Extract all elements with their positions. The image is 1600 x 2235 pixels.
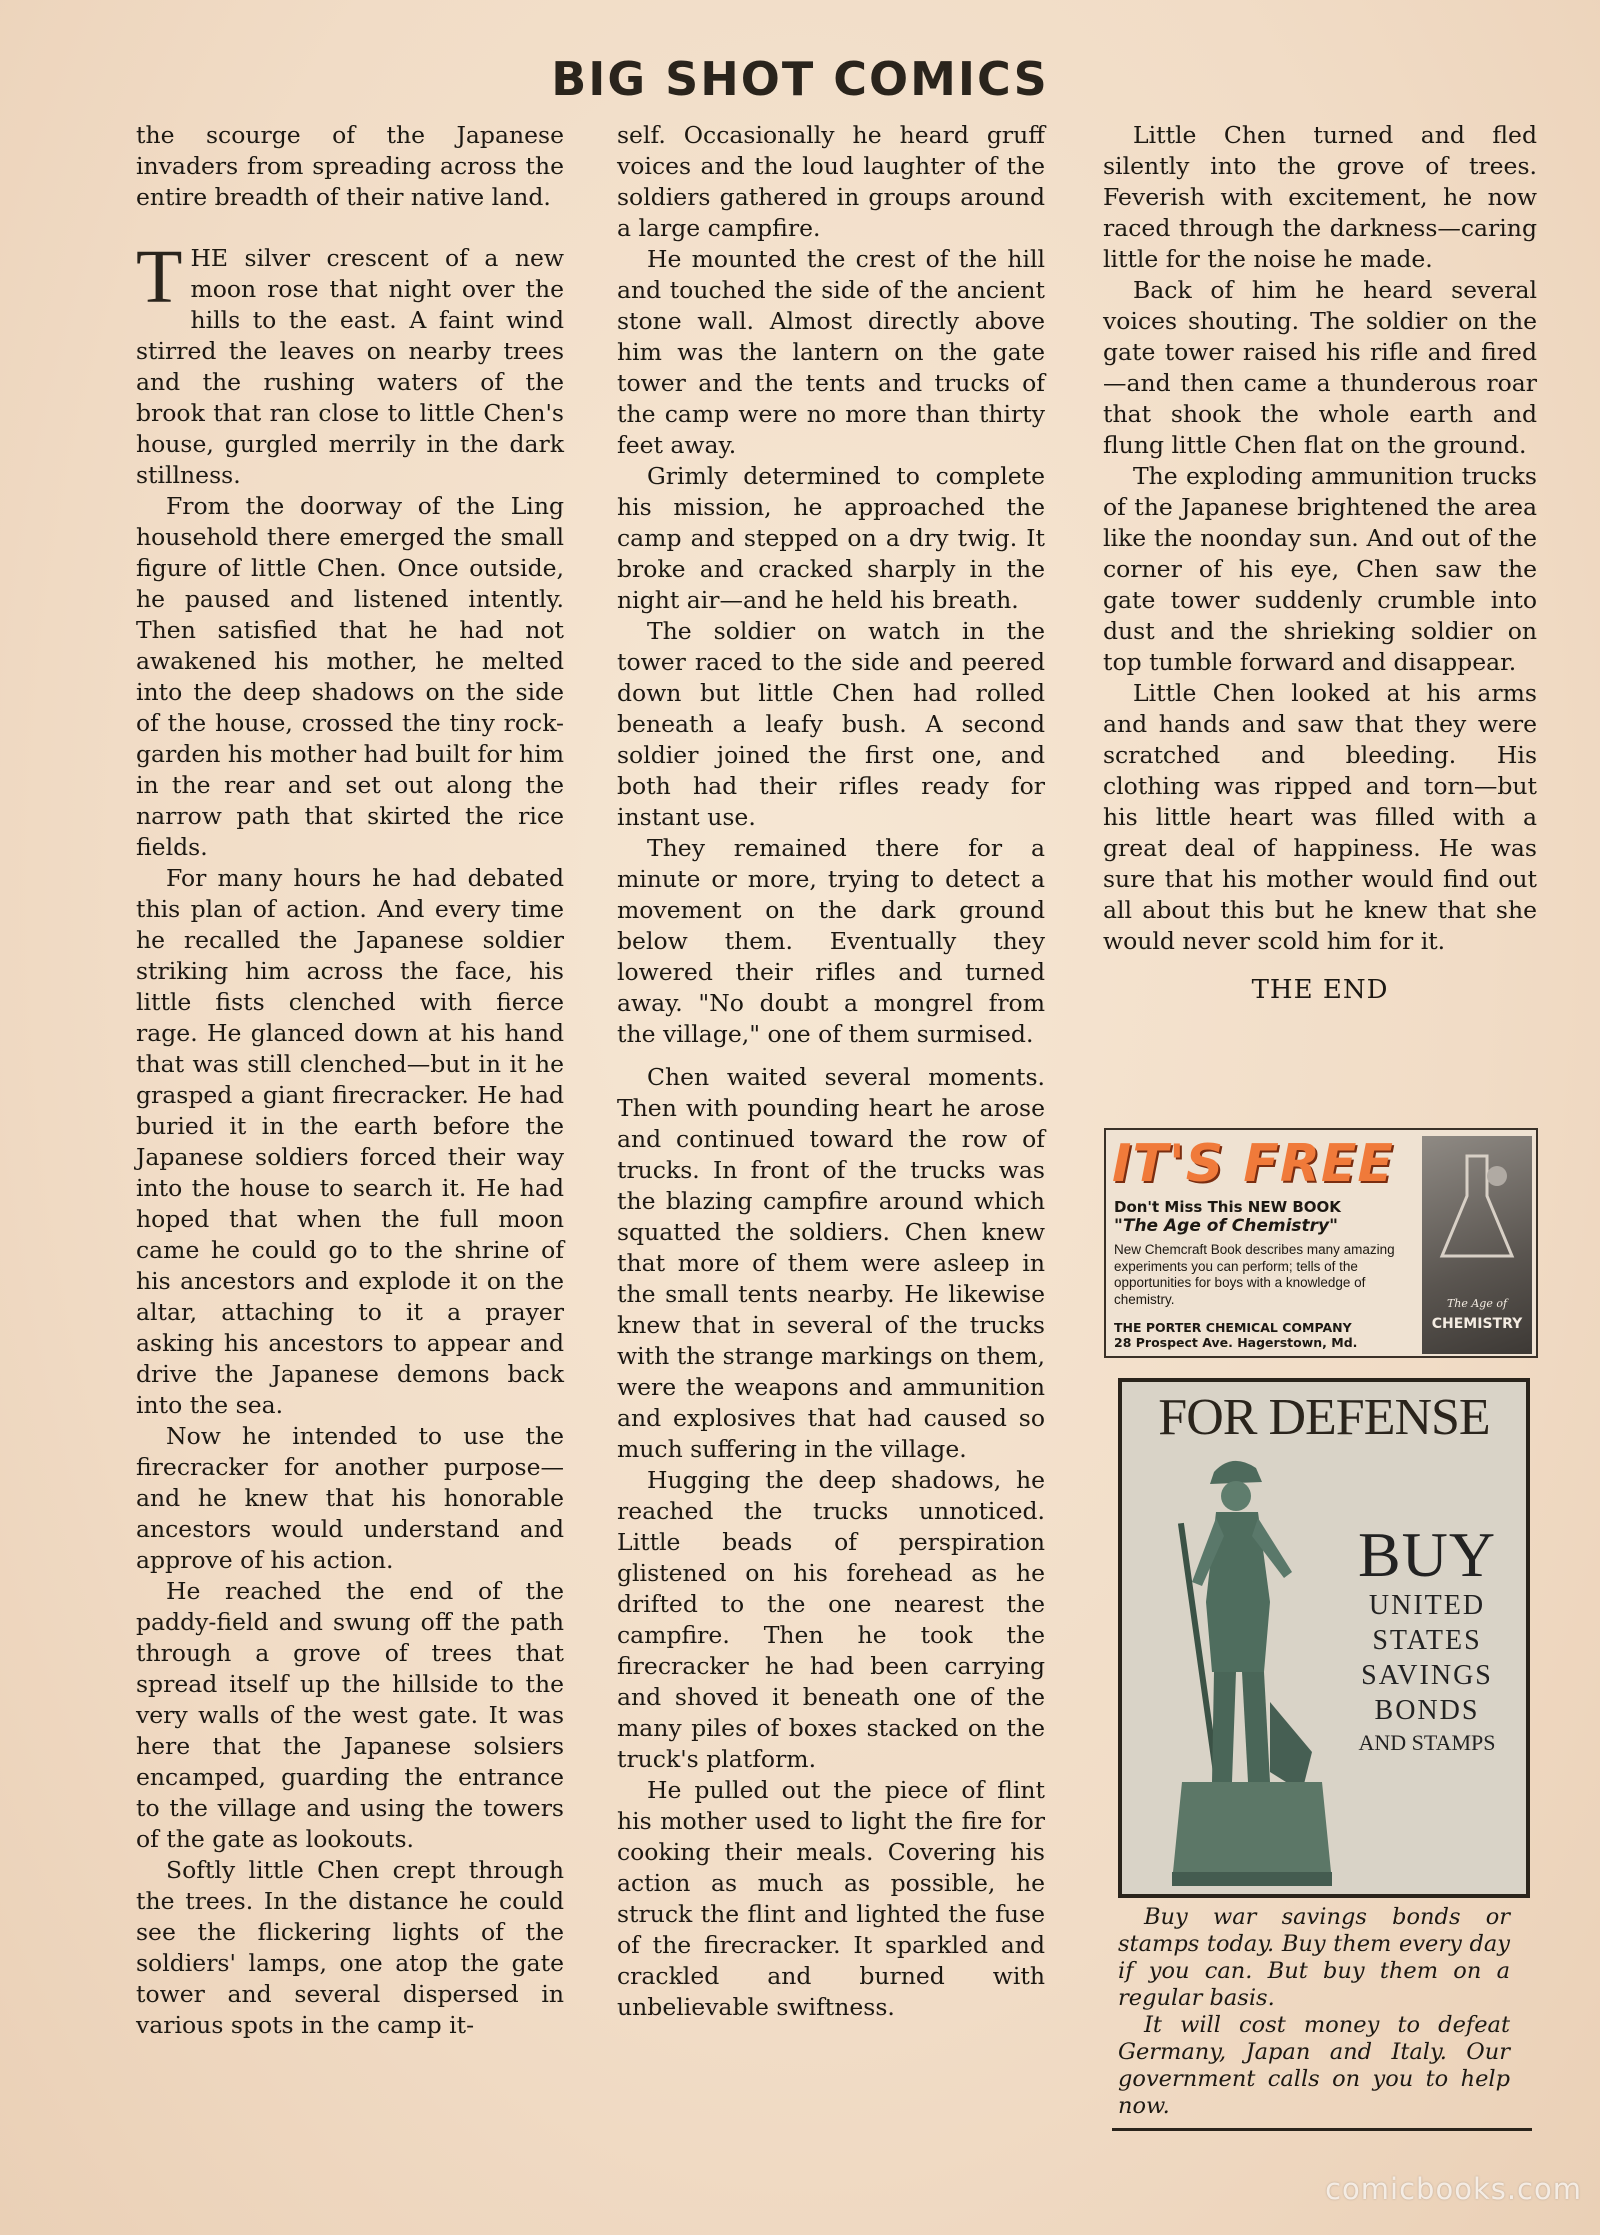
story-paragraph: They remained there for a minute or more, trying to detect a movement on the dark ground below them. Eventually they lowered their rifles and turned away. "No doubt a mongrel from the village," one of them surmised.	[617, 834, 1045, 1048]
chem-ad-book-title: "The Age of Chemistry"	[1114, 1216, 1338, 1236]
chem-ad-description: New Chemcraft Book describes many amazing experiments you can perform; tells of the opportunities for boys with a knowledge of chemistry.	[1114, 1242, 1395, 1307]
the-end-label: THE END	[1251, 975, 1389, 1005]
poster-line-2: STATES	[1372, 1625, 1482, 1656]
defense-bonds-poster	[1118, 1378, 1530, 1898]
story-paragraph: Back of him he heard several voices shouting. The soldier on the gate tower raised his rifle and fired—and then came a thunderous roar that shook the whole earth and flung little Chen flat on the ground.	[1103, 276, 1537, 459]
chemistry-book-image	[1422, 1136, 1532, 1354]
story-paragraph: He pulled out the piece of flint his mother used to light the fire for cooking their meals. Covering his action as much as possible, he struck the flint and lighted the fuse of the firecracker. It sparkled and crackled and burned with unbelievable swiftness.	[617, 1776, 1045, 2021]
story-paragraph: Grimly determined to complete his mission, he approached the camp and stepped on a dry twig. It broke and cracked sharply in the night air—and he held his breath.	[617, 462, 1045, 614]
caption-paragraph: Buy war savings bonds or stamps today. Buy them every day if you can. But buy them on a regular basis.	[1118, 1904, 1510, 2011]
poster-caption	[1118, 1904, 1510, 2120]
story-paragraph: He mounted the crest of the hill and touched the side of the ancient stone wall. Almost directly above him was the lantern on the gate tower and the tents and trucks of the camp were no more than thirty feet away.	[617, 245, 1045, 459]
caption-paragraph: It will cost money to defeat Germany, Japan and Italy. Our government calls on you to help now.	[1118, 2012, 1510, 2119]
chem-ad-headline: IT'S FREE	[1112, 1134, 1394, 1194]
poster-title: FOR DEFENSE	[1158, 1389, 1490, 1446]
poster-line-5: AND STAMPS	[1358, 1730, 1496, 1755]
story-paragraph: Now he intended to use the firecracker for another purpose—and he knew that his honorable ancestors would understand and approve of his action.	[136, 1422, 564, 1574]
chem-book-sub: The Age of	[1446, 1297, 1508, 1310]
chemistry-ad	[1104, 1128, 1538, 1358]
story-paragraph: From the doorway of the Ling household there emerged the small figure of little Chen. Once outside, he paused and listened intently. Then satisfied that he had not awakened his mother, he melted into the deep shadows on the side of the house, crossed the tiny rock-garden his mother had built for him in the rear and set out along the narrow path that skirted the rice fields.	[136, 492, 564, 861]
story-paragraph: Little Chen turned and fled silently into the grove of trees. Feverish with excitement, he now raced through the darkness—caring little for the noise he made.	[1103, 121, 1537, 273]
story-paragraph: self. Occasionally he heard gruff voices and the loud laughter of the soldiers gathered in groups around a large campfire.	[617, 121, 1045, 242]
poster-buy: BUY	[1357, 1519, 1497, 1590]
story-paragraph: the scourge of the Japanese invaders from spreading across the entire breadth of their native land.	[136, 121, 564, 211]
chem-ad-company	[1114, 1320, 1424, 1350]
chem-ad-company-name: THE PORTER CHEMICAL COMPANY	[1114, 1320, 1352, 1335]
site-watermark: comicbooks.com	[1325, 2172, 1582, 2206]
story-column-3	[1103, 120, 1537, 1006]
story-paragraph: Softly little Chen crept through the trees. In the distance he could see the flickering lights of the soldiers' lamps, one atop the gate tower and several dispersed in various spots in the camp it-	[136, 1856, 564, 2039]
poster-buy-text	[1327, 1519, 1527, 1758]
chem-ad-line1: Don't Miss This NEW BOOK	[1114, 1198, 1341, 1216]
story-paragraph: Chen waited several moments. Then with pounding heart he arose and continued toward the row of trucks. In front of the trucks was the blazing campfire around which squatted the soldiers. Chen knew that more of them were asleep in the small tents nearby. He likewise knew that in several of the trucks with the strange markings on them, were the weapons and ammunition and explosives that had caused so much suffering in the village.	[617, 1063, 1045, 1463]
story-column-1	[136, 120, 564, 2041]
flask-icon	[1422, 1136, 1532, 1276]
chem-ad-address: 28 Prospect Ave. Hagerstown, Md.	[1114, 1335, 1358, 1350]
poster-line-4: BONDS	[1374, 1695, 1480, 1726]
minuteman-statue-icon	[1152, 1452, 1342, 1892]
chem-book-title: CHEMISTRY	[1431, 1316, 1523, 1332]
story-paragraph: He reached the end of the paddy-field and swung off the path through a grove of trees that spread itself up the hillside to the very walls of the west gate. It was here that the Japanese solsiers encamped, guarding the entrance to the village and using the towers of the gate as lookouts.	[136, 1577, 564, 1853]
poster-line-1: UNITED	[1368, 1590, 1486, 1621]
story-paragraph-dropcap	[136, 235, 564, 491]
story-paragraph: Hugging the deep shadows, he reached the trucks unnoticed. Little beads of perspiration glistened on his forehead as he drifted to the one nearest the campfire. Then he took the firecracker he had been carrying and shoved it beneath one of the many piles of boxes stacked on the truck's platform.	[617, 1466, 1045, 1773]
story-paragraph: For many hours he had debated this plan of action. And every time he recalled the Japanese soldier striking him across the face, his little fists clenched with fierce rage. He glanced down at his hand that was still clenched—but in it he grasped a giant firecracker. He had buried it in the earth before the Japanese soldiers forced their way into the house to search it. He had hoped that when the full moon came he could go to the shrine of his ancestors and explode it on the altar, attaching to it a prayer asking his ancestors to appear and drive the Japanese demons back into the sea.	[136, 864, 564, 1419]
story-paragraph: The soldier on watch in the tower raced to the side and peered down but little Chen had rolled beneath a leafy bush. A second soldier joined the first one, and both had their rifles ready for instant use.	[617, 617, 1045, 831]
drop-cap: T	[136, 235, 183, 319]
story-paragraph: The exploding ammunition trucks of the Japanese brightened the area like the noonday sun. And out of the corner of his eye, Chen saw the gate tower suddenly crumble into dust and the shrieking soldier on top tumble forward and disappear.	[1103, 462, 1537, 676]
poster-line-3: SAVINGS	[1361, 1660, 1493, 1691]
chem-ad-subhead	[1114, 1198, 1414, 1236]
story-column-2	[617, 120, 1045, 2023]
story-paragraph: Little Chen looked at his arms and hands and saw that they were scratched and bleeding. His clothing was ripped and torn—but his little heart was filled with a great deal of happiness. He was sure that his mother would find out all about this but he knew that she would never scold him for it.	[1103, 679, 1537, 955]
caption-divider	[1112, 2128, 1532, 2131]
dropcap-paragraph-text: HE silver crescent of a new moon rose that night over the hills to the east. A faint wind stirred the leaves on nearby trees and the rushing waters of the brook that ran close to little Chen's house, gurgled merrily in the dark stillness.	[136, 244, 564, 489]
masthead: BIG SHOT COMICS	[551, 52, 1049, 106]
